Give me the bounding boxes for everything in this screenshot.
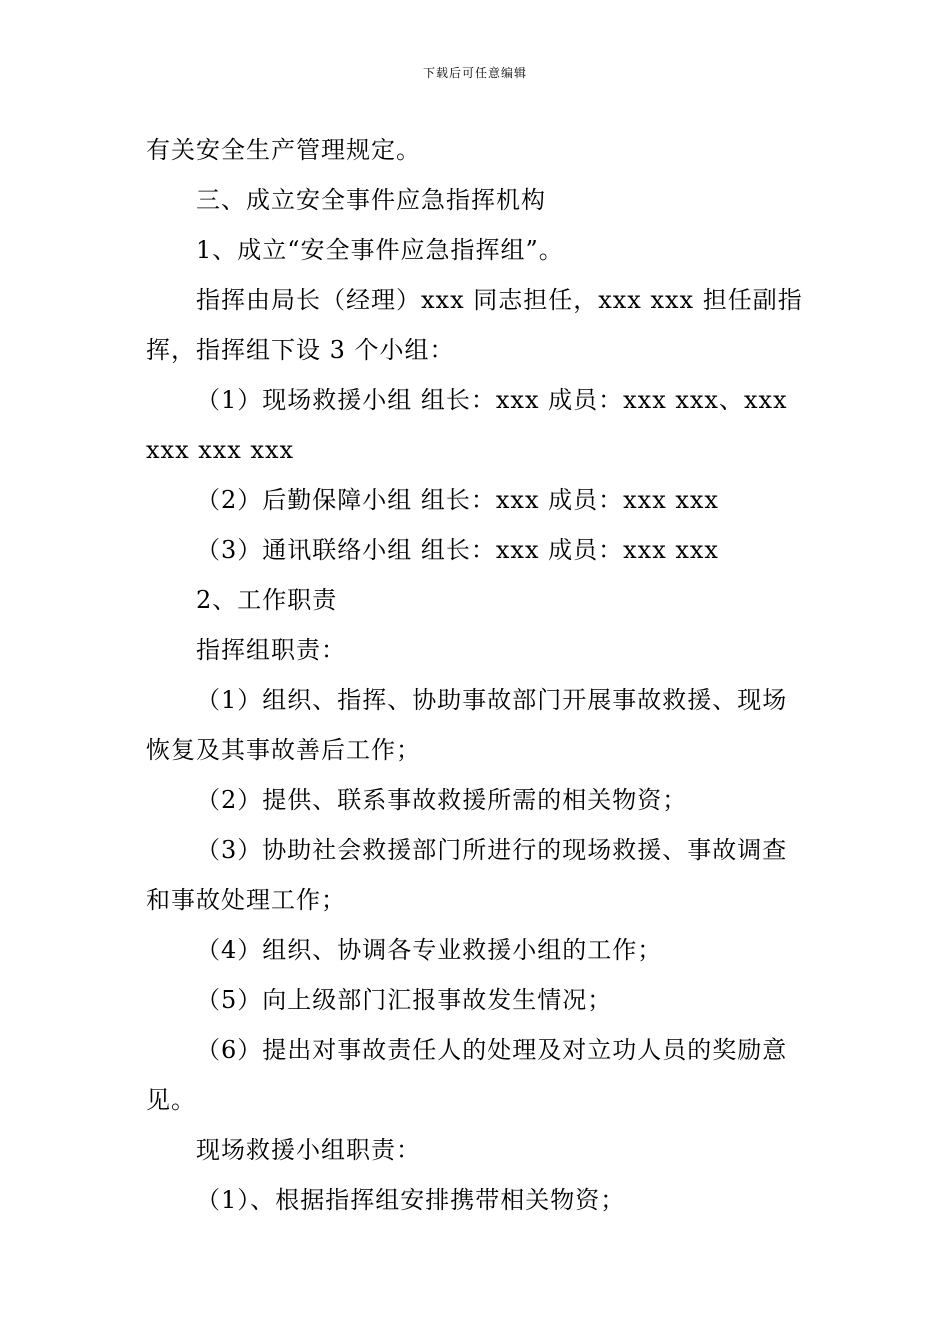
list-item: （3）通讯联络小组 组长：xxx 成员：xxx xxx <box>196 536 719 564</box>
list-item: （5）向上级部门汇报事故发生情况； <box>196 986 613 1014</box>
paragraph: 指挥组职责： <box>196 636 346 664</box>
list-item: （1）组织、指挥、协助事故部门开展事故救援、现场恢复及其事故善后工作； <box>146 686 788 764</box>
list-item: （1）、根据指挥组安排携带相关物资； <box>196 1186 626 1214</box>
list-item: （1）现场救援小组 组长：xxx 成员：xxx xxx、xxx xxx xxx xxx <box>146 386 788 464</box>
paragraph: 指挥由局长（经理）xxx 同志担任，xxx xxx 担任副指挥，指挥组下设 3 个小组： <box>146 286 803 364</box>
document-body <box>146 125 806 1225</box>
section-heading: 三、成立安全事件应急指挥机构 <box>196 186 546 214</box>
paragraph: 现场救援小组职责： <box>196 1136 421 1164</box>
list-item: （4）组织、协调各专业救援小组的工作； <box>196 936 663 964</box>
list-item: （2）提供、联系事故救援所需的相关物资； <box>196 786 688 814</box>
paragraph: 有关安全生产管理规定。 <box>146 136 421 164</box>
list-item: （6）提出对事故责任人的处理及对立功人员的奖励意见。 <box>146 1036 788 1114</box>
list-item: （3）协助社会救援部门所进行的现场救援、事故调查和事故处理工作； <box>146 836 788 914</box>
subsection-heading: 1、成立“安全事件应急指挥组”。 <box>196 236 564 264</box>
subsection-heading: 2、工作职责 <box>196 586 338 614</box>
list-item: （2）后勤保障小组 组长：xxx 成员：xxx xxx <box>196 486 719 514</box>
page-header-note: 下载后可任意编辑 <box>422 66 527 80</box>
